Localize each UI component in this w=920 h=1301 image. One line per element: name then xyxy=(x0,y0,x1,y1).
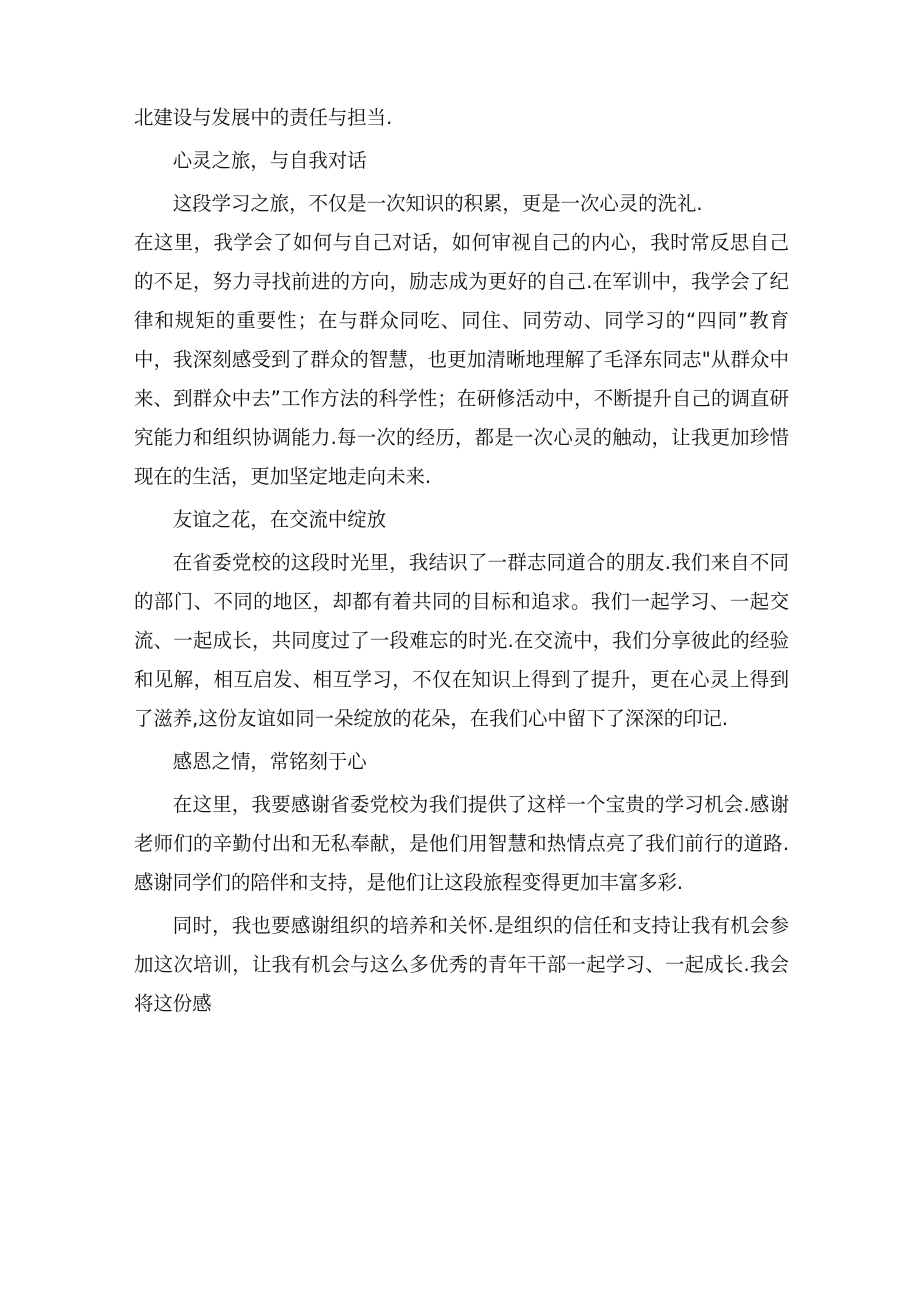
paragraph-learning-journey: 这段学习之旅，不仅是一次知识的积累，更是一次心灵的洗礼. xyxy=(172,192,703,215)
paragraph-self-dialogue: 在这里，我学会了如何与自己对话，如何审视自己的内心，我时常反思自己的不足，努力寻找前进的方向，励志成为更好的自己.在军训中，我学会了纪律和规矩的重要性；在与群众同吃、同住、同劳动、同学习的“四同”教育中，我深刻感受到了群众的智慧，也更加清晰地理解了毛泽东同志"从群众中来、到群众中去”工作方法的科学性；在研修活动中，不断提升自己的调直研究能力和组织协调能力.每一次的经历，都是一次心灵的触动，让我更加珍惜现在的生活，更加坚定地走向未来. xyxy=(134,231,789,488)
section-heading-soul-journey: 心灵之旅，与自我对话 xyxy=(172,149,367,172)
paragraph-gratitude-organization: 同时，我也要感谢组织的培养和关怀.是组织的信任和支持让我有机会参加这次培训，让我有机会与这么多优秀的青年干部一起学习、一起成长.我会将这份感 xyxy=(134,914,789,1015)
paragraph-gratitude-school: 在这里，我要感谢省委党校为我们提供了这样一个宝贵的学习机会.感谢老师们的辛勤付出和无私奉献，是他们用智慧和热情点亮了我们前行的道路.感谢同学们的陪伴和支持，是他们让这段旅程变得更加丰富多彩. xyxy=(134,793,789,894)
section-heading-gratitude: 感恩之情，常铭刻于心 xyxy=(172,750,367,773)
section-heading-friendship: 友谊之花，在交流中绽放 xyxy=(172,508,387,531)
paragraph-continuation: 北建设与发展中的责任与担当. xyxy=(134,106,393,129)
paragraph-friendship: 在省委党校的这段时光里，我结识了一群志同道合的朋友.我们来自不同的部门、不同的地区，却都有着共同的目标和追求。我们一起学习、一起交流、一起成长，共同度过了一段难忘的时光.在交流中，我们分享彼此的经验和见解，相互启发、相互学习，不仅在知识上得到了提升，更在心灵上得到了滋养,这份友谊如同一朵绽放的花朵，在我们心中留下了深深的印记. xyxy=(134,551,789,730)
document-body xyxy=(134,98,789,1023)
